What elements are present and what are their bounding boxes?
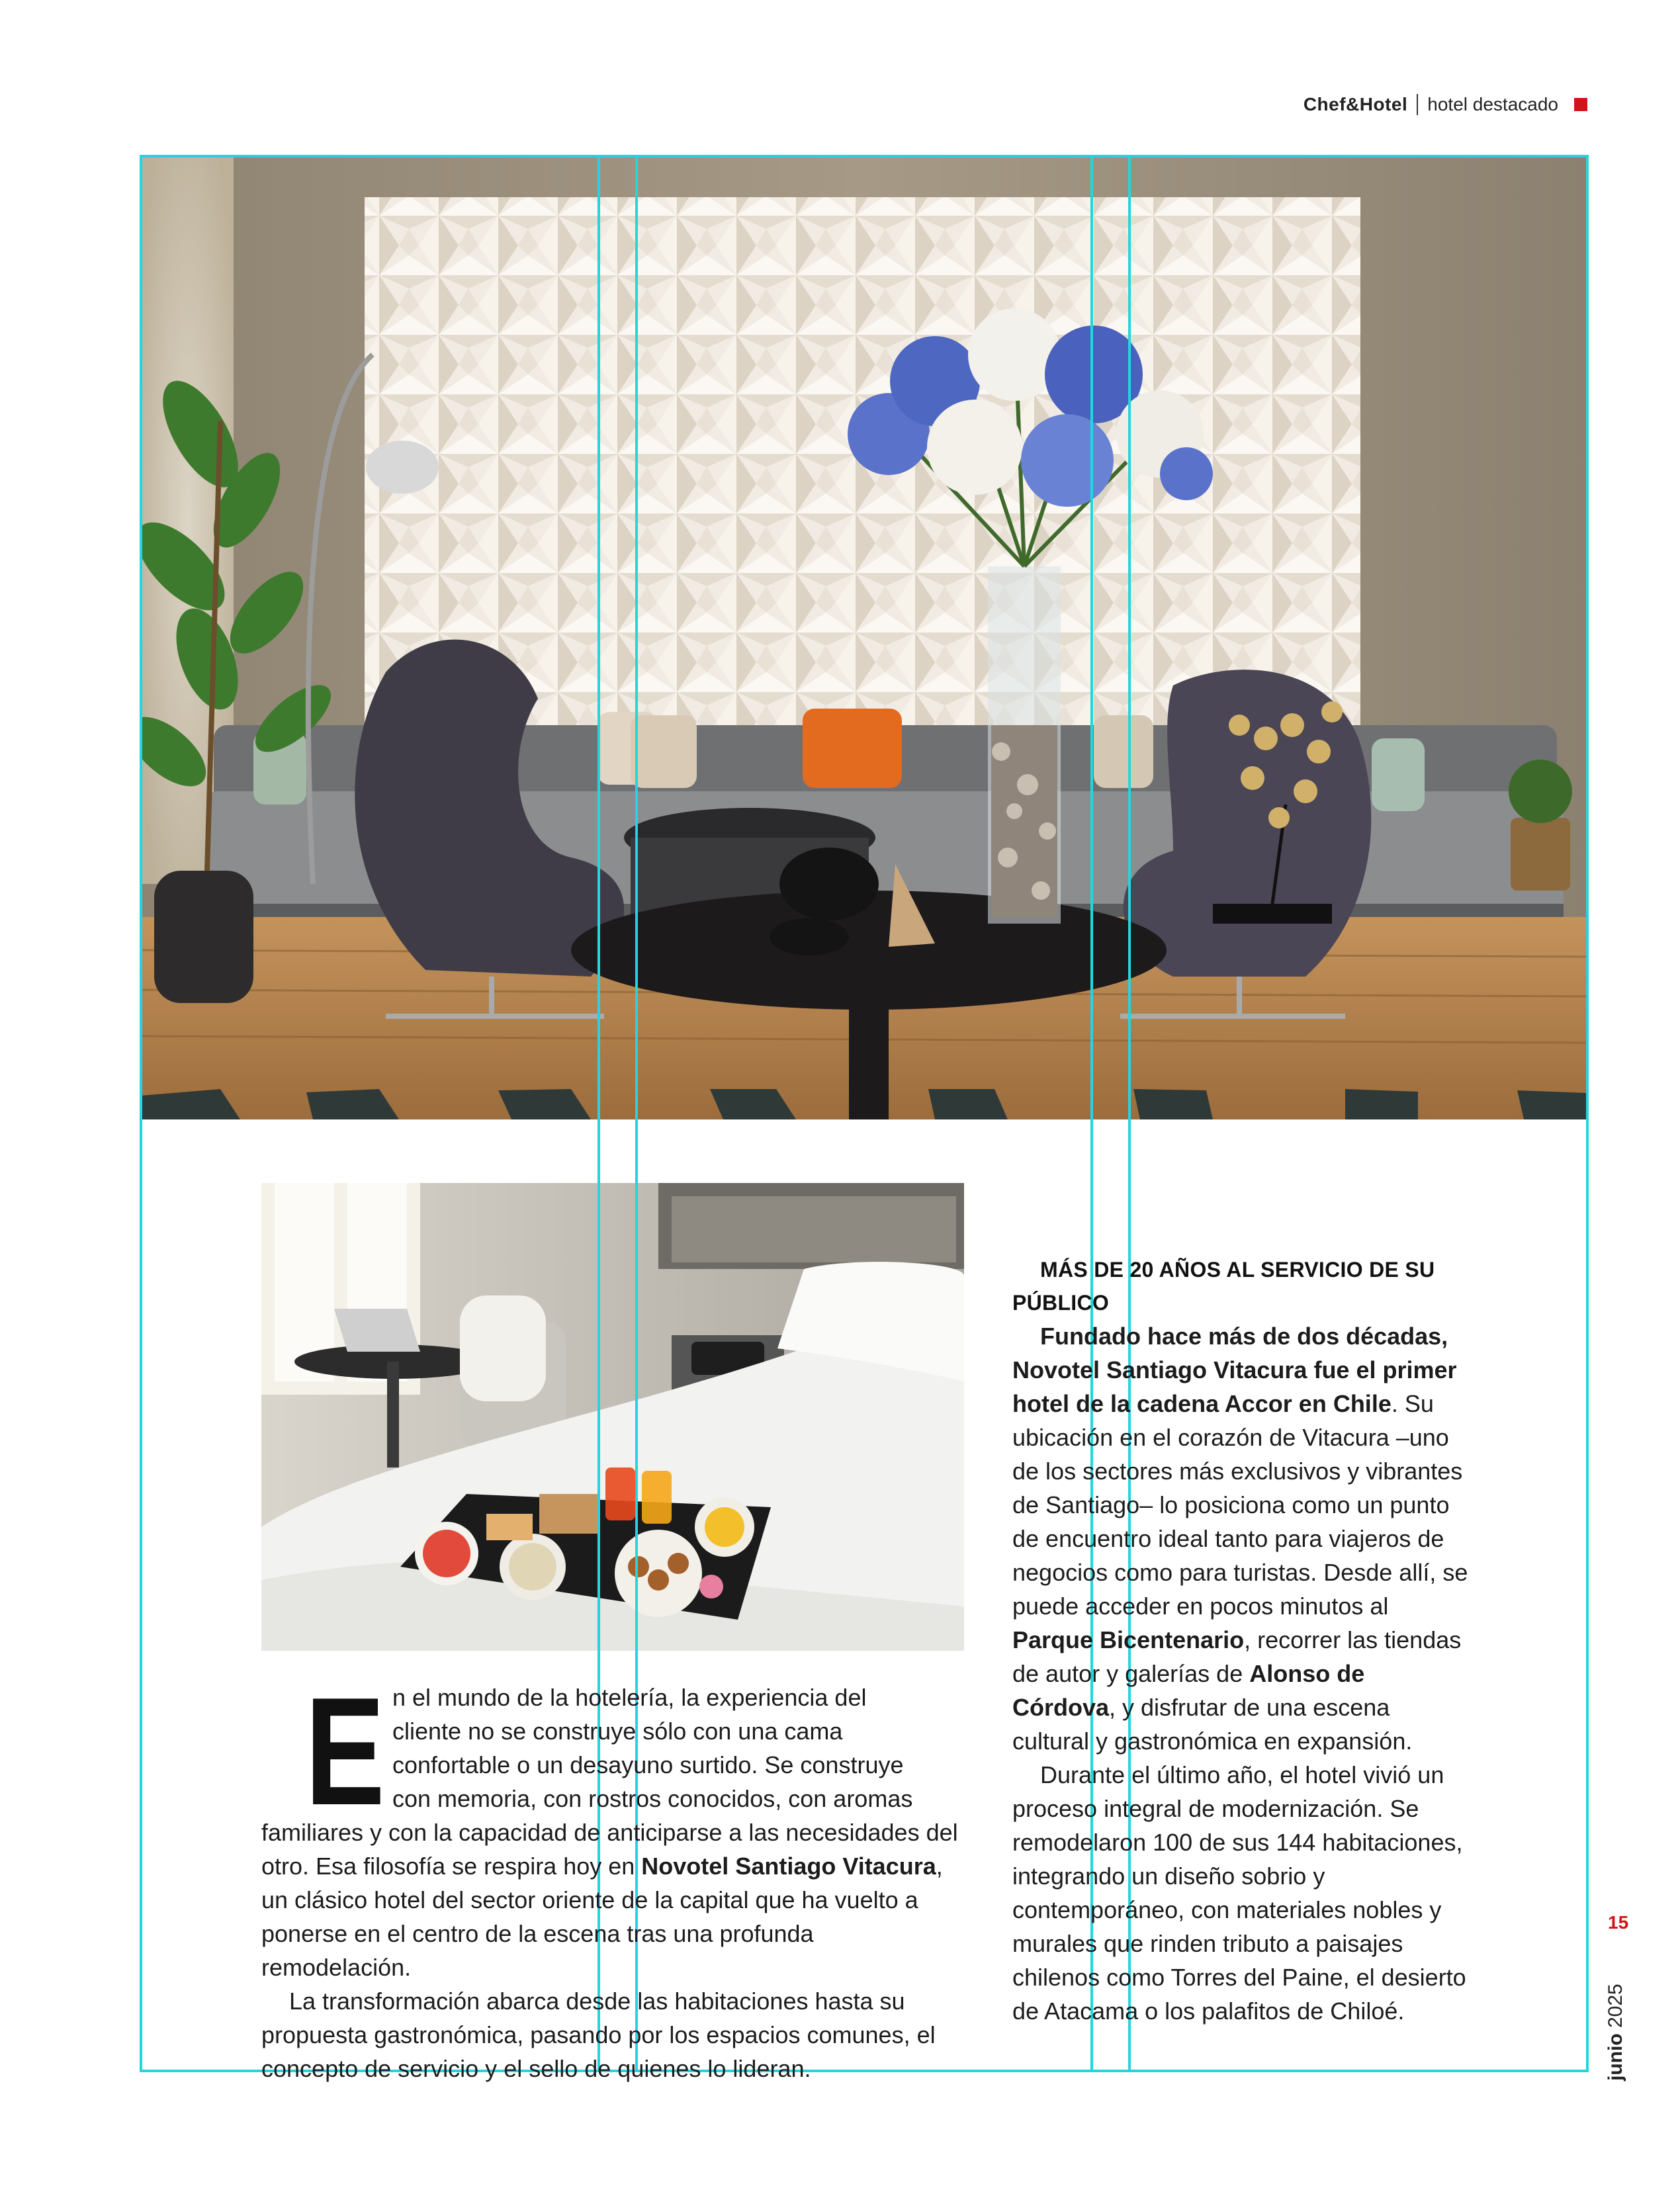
intro-line: n el mundo de la hotelería, la experiencia del: [392, 1684, 867, 1711]
place-name: Alonso de Córdova: [1012, 1660, 1365, 1721]
running-header: [1304, 91, 1587, 118]
article-left-column: [261, 1666, 964, 2085]
issue-date: [1605, 1984, 1627, 2081]
paragraph-4: Durante el último año, el hotel vivió un proceso integral de modernización. Se remodelaron 100 de sus 144 habitaciones, integrando un diseño sobrio y contemporáneo, con materiales nobles y murales que rinden tributo a paisajes chilenos como Torres del Paine, el desierto de Atacama o los palafitos de Chiloé.: [1012, 1761, 1466, 2025]
header-divider: [1417, 94, 1418, 115]
breakfast-in-bed-photo: [261, 1183, 964, 1651]
magazine-brand: Chef&Hotel: [1303, 94, 1408, 114]
intro-line: confortable o un desayuno surtido. Se construye: [392, 1751, 904, 1778]
issue-year: 2025: [1605, 1984, 1626, 2028]
drop-cap: E: [305, 1666, 385, 1837]
intro-lines: [391, 1681, 964, 1816]
paragraph-1: [261, 1816, 964, 1984]
article-right-column: [1012, 1253, 1469, 2028]
hotel-lobby-photo: [141, 156, 1587, 1119]
lead-bold: Fundado hace más de dos décadas, Novotel Santiago Vitacura fue el primer hotel de la cadena Accor en Chile: [1012, 1323, 1457, 1417]
place-name: Parque Bicentenario: [1012, 1626, 1245, 1653]
text-span: , y disfrutar de una escena cultural y gastronómica en expansión.: [1012, 1694, 1413, 1755]
hotel-name: Novotel Santiago Vitacura: [641, 1853, 936, 1880]
text-span: , recorrer las tiendas de autor y galerías de: [1012, 1626, 1462, 1687]
page-number: 15: [1608, 1912, 1629, 1933]
section-subheading: MÁS DE 20 AÑOS AL SERVICIO DE SU PÚBLICO: [1012, 1258, 1435, 1315]
text-span: familiares y con la capacidad de anticiparse a las necesidades del otro. Esa filosofía se respira hoy en: [261, 1819, 958, 1880]
text-span: , un clásico hotel del sector oriente de la capital que ha vuelto a ponerse en el centro de la escena tras una profunda remodelación.: [261, 1853, 943, 1981]
paragraph-3: [1012, 1319, 1469, 1758]
intro-line: cliente no se construye sólo con una cama: [392, 1718, 843, 1745]
accent-square-icon: [1574, 98, 1587, 111]
issue-month: junio: [1605, 2033, 1626, 2081]
text-span: . Su ubicación en el corazón de Vitacura –uno de los sectores más exclusivos y vibrantes de Santiago– lo posiciona como un punto de encuentro ideal tanto para viajeros de negocios como para turistas. Desde allí, se puede acceder en pocos minutos al: [1012, 1390, 1468, 1620]
paragraph-2: La transformación abarca desde las habitaciones hasta su propuesta gastronómica, pasando por los espacios comunes, el concepto de servicio y el sello de quienes lo lideran.: [261, 1988, 936, 2082]
intro-line: con memoria, con rostros conocidos, con aromas: [392, 1785, 913, 1812]
section-label: hotel destacado: [1427, 94, 1558, 114]
